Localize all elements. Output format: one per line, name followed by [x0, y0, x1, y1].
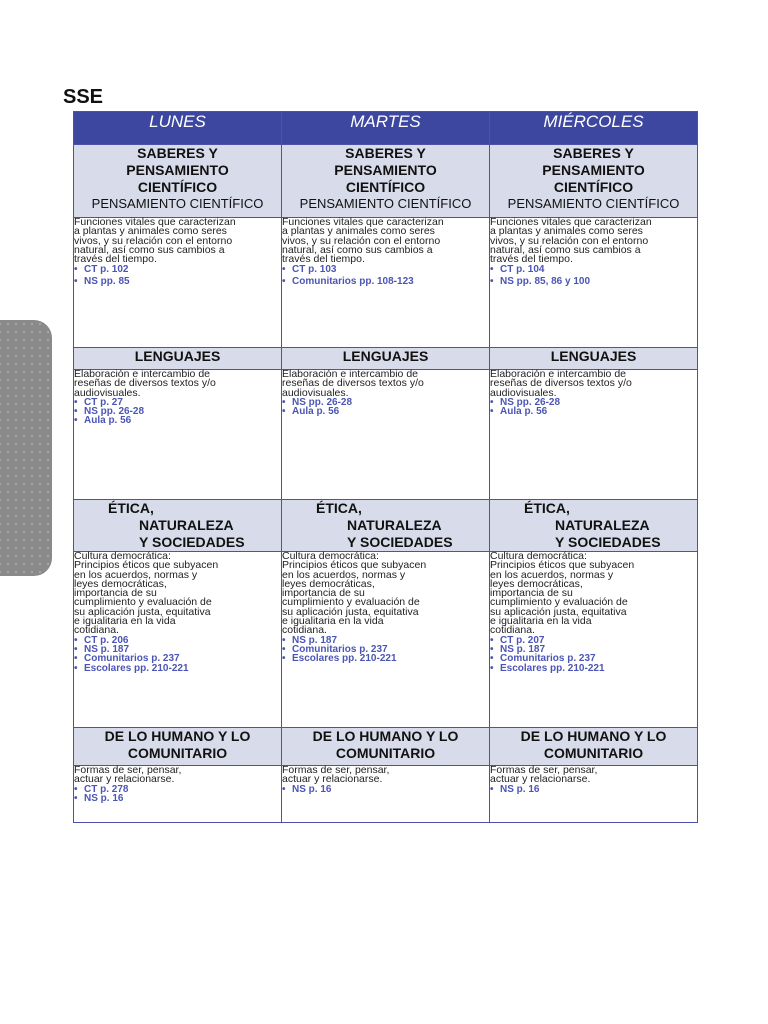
reference-item: • CT p. 102 — [74, 264, 281, 276]
content-cell: Formas de ser, pensar, actuar y relacionarse. • CT p. 278 • NS p. 16 — [74, 766, 282, 823]
reference-item: • CT p. 207 — [490, 636, 697, 645]
content-cell: Formas de ser, pensar, actuar y relacionarse. • NS p. 16 — [282, 766, 490, 823]
reference-item: • Aula p. 56 — [282, 407, 489, 416]
day-header-martes: MARTES — [282, 112, 490, 145]
category-cell: ÉTICA, NATURALEZA Y SOCIEDADES — [490, 500, 698, 552]
content-cell: Funciones vitales que caracterizan a plantas y animales como seres vivos, y su relación con el entorno natural, así como sus cambios a través del tiempo. • CT p. 104 • NS pp. 85, 86 y 100 — [490, 218, 698, 348]
reference-list — [282, 785, 489, 794]
content-row-saberes — [74, 218, 698, 348]
reference-item: • Comunitarios p. 237 — [74, 654, 281, 663]
reference-item: • Aula p. 56 — [74, 416, 281, 425]
reference-list — [282, 636, 489, 664]
category-cell: ÉTICA, NATURALEZA Y SOCIEDADES — [282, 500, 490, 552]
category-cell: SABERES Y PENSAMIENTO CIENTÍFICO PENSAMIENTO CIENTÍFICO — [282, 145, 490, 218]
content-row-etica — [74, 552, 698, 728]
reference-item: • CT p. 27 — [74, 398, 281, 407]
category-cell: SABERES Y PENSAMIENTO CIENTÍFICO PENSAMIENTO CIENTÍFICO — [74, 145, 282, 218]
reference-item: • Comunitarios p. 237 — [282, 645, 489, 654]
category-row-etica — [74, 500, 698, 552]
reference-list — [490, 398, 697, 417]
category-row-lenguajes — [74, 348, 698, 370]
reference-item: • Comunitarios pp. 108-123 — [282, 276, 489, 288]
content-cell: Elaboración e intercambio de reseñas de diversos textos y/o audiovisuales. • NS pp. 26-28 • Aula p. 56 — [490, 370, 698, 500]
reference-item: • CT p. 278 — [74, 785, 281, 794]
content-cell: Elaboración e intercambio de reseñas de diversos textos y/o audiovisuales. • NS pp. 26-28 • Aula p. 56 — [282, 370, 490, 500]
content-row-humano — [74, 766, 698, 823]
reference-item: • CT p. 103 — [282, 264, 489, 276]
content-cell: Cultura democrática: Principios éticos que subyacen en los acuerdos, normas y leyes democráticas, importancia de su cumplimiento y evaluación de su aplicación justa, equitativa e igualitaria en la vida cotidiana. • CT p. 206 • NS p. 187 • Comunitarios p. 237 • Escolares pp. 210-221 — [74, 552, 282, 728]
day-header-miercoles: MIÉRCOLES — [490, 112, 698, 145]
content-cell: Elaboración e intercambio de reseñas de diversos textos y/o audiovisuales. • CT p. 27 • NS pp. 26-28 • Aula p. 56 — [74, 370, 282, 500]
reference-item: • NS p. 16 — [74, 794, 281, 803]
side-tab-decoration — [0, 320, 52, 576]
reference-item: • NS pp. 85 — [74, 276, 281, 288]
category-row-humano — [74, 728, 698, 766]
category-cell: SABERES Y PENSAMIENTO CIENTÍFICO PENSAMIENTO CIENTÍFICO — [490, 145, 698, 218]
content-row-lenguajes — [74, 370, 698, 500]
reference-item: • NS pp. 85, 86 y 100 — [490, 276, 697, 288]
reference-list — [74, 398, 281, 426]
reference-list — [490, 785, 697, 794]
reference-list — [74, 264, 281, 287]
day-header-row — [74, 112, 698, 145]
category-cell: LENGUAJES — [490, 348, 698, 370]
category-cell: LENGUAJES — [282, 348, 490, 370]
category-cell: ÉTICA, NATURALEZA Y SOCIEDADES — [74, 500, 282, 552]
reference-item: • NS p. 16 — [282, 785, 489, 794]
reference-item: • NS p. 187 — [490, 645, 697, 654]
reference-item: • Escolares pp. 210-221 — [490, 664, 697, 673]
reference-item: • NS pp. 26-28 — [282, 398, 489, 407]
reference-list — [490, 636, 697, 673]
reference-list — [74, 785, 281, 804]
reference-item: • NS p. 187 — [74, 645, 281, 654]
content-cell: Cultura democrática: Principios éticos que subyacen en los acuerdos, normas y leyes democráticas, importancia de su cumplimiento y evaluación de su aplicación justa, equitativa e igualitaria en la vida cotidiana. • NS p. 187 • Comunitarios p. 237 • Escolares pp. 210-221 — [282, 552, 490, 728]
reference-item: • Escolares pp. 210-221 — [282, 654, 489, 663]
reference-item: • NS p. 187 — [282, 636, 489, 645]
reference-list — [490, 264, 697, 287]
reference-list — [282, 264, 489, 287]
content-cell: Funciones vitales que caracterizan a plantas y animales como seres vivos, y su relación con el entorno natural, así como sus cambios a través del tiempo. • CT p. 102 • NS pp. 85 — [74, 218, 282, 348]
category-cell: DE LO HUMANO Y LO COMUNITARIO — [74, 728, 282, 766]
reference-item: • Comunitarios p. 237 — [490, 654, 697, 663]
document-title: SSE — [63, 86, 104, 108]
day-header-lunes: LUNES — [74, 112, 282, 145]
content-cell: Funciones vitales que caracterizan a plantas y animales como seres vivos, y su relación con el entorno natural, así como sus cambios a través del tiempo. • CT p. 103 • Comunitarios pp. 108-123 — [282, 218, 490, 348]
reference-item: • CT p. 206 — [74, 636, 281, 645]
category-cell: DE LO HUMANO Y LO COMUNITARIO — [490, 728, 698, 766]
reference-list — [74, 636, 281, 673]
schedule-table — [73, 111, 698, 823]
reference-item: • CT p. 104 — [490, 264, 697, 276]
reference-list — [282, 398, 489, 417]
category-cell: LENGUAJES — [74, 348, 282, 370]
reference-item: • NS p. 16 — [490, 785, 697, 794]
reference-item: • NS pp. 26-28 — [74, 407, 281, 416]
reference-item: • Escolares pp. 210-221 — [74, 664, 281, 673]
reference-item: • NS pp. 26-28 — [490, 398, 697, 407]
content-cell: Formas de ser, pensar, actuar y relacionarse. • NS p. 16 — [490, 766, 698, 823]
category-cell: DE LO HUMANO Y LO COMUNITARIO — [282, 728, 490, 766]
category-row-saberes — [74, 145, 698, 218]
content-cell: Cultura democrática: Principios éticos que subyacen en los acuerdos, normas y leyes democráticas, importancia de su cumplimiento y evaluación de su aplicación justa, equitativa e igualitaria en la vida cotidiana. • CT p. 207 • NS p. 187 • Comunitarios p. 237 • Escolares pp. 210-221 — [490, 552, 698, 728]
reference-item: • Aula p. 56 — [490, 407, 697, 416]
